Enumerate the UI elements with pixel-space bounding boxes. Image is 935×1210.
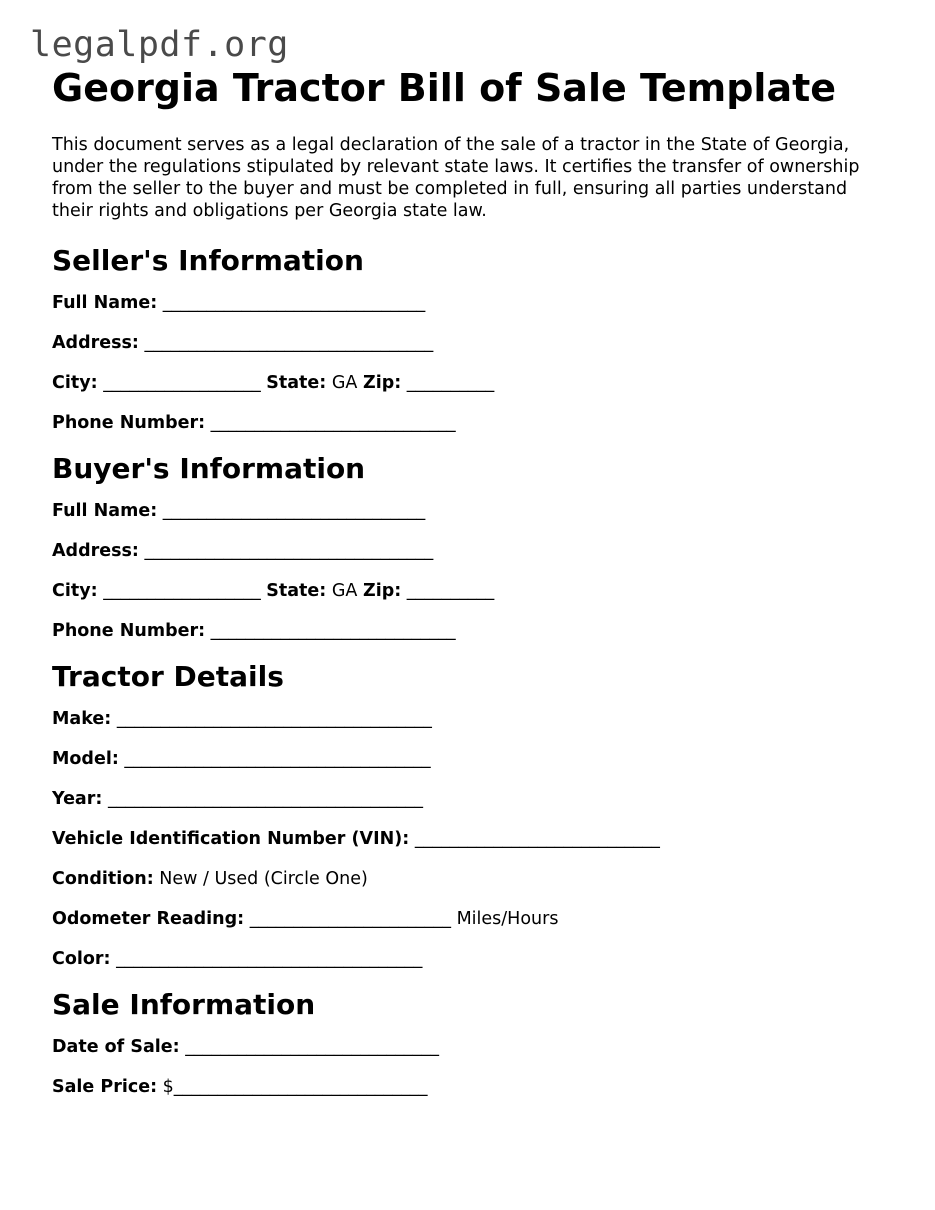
buyer-city-label: City: — [52, 581, 98, 601]
buyer-address-label: Address: — [52, 541, 139, 561]
buyer-state-label: State: — [266, 581, 327, 601]
tractor-year-field — [52, 788, 892, 810]
sale-price-label: Sale Price: — [52, 1077, 158, 1097]
seller-phone-field — [52, 412, 892, 434]
tractor-condition-label: Condition: — [52, 869, 154, 889]
buyer-phone-blank[interactable]: ____________________________ — [210, 621, 456, 641]
tractor-color-field — [52, 948, 892, 970]
seller-city-state-zip-field — [52, 372, 892, 394]
buyer-address-field — [52, 540, 892, 562]
seller-zip-label: Zip: — [363, 373, 402, 393]
buyer-phone-field — [52, 620, 892, 642]
sale-section — [52, 988, 892, 1098]
seller-address-blank[interactable]: _________________________________ — [144, 333, 434, 353]
sale-price-field — [52, 1076, 892, 1098]
intro-paragraph: This document serves as a legal declaration of the sale of a tractor in the State of Georgia, under the regulations stipulated by relevant state laws. It certifies the transfer of ownership from the seller to the buyer and must be completed in full, ensuring all parties understand their rights and obligations per Georgia state law. — [52, 135, 860, 221]
tractor-model-blank[interactable]: ___________________________________ — [124, 749, 431, 769]
tractor-color-label: Color: — [52, 949, 111, 969]
buyer-heading: Buyer's Information — [52, 452, 366, 485]
buyer-city-state-zip-field — [52, 580, 892, 602]
seller-city-label: City: — [52, 373, 98, 393]
tractor-condition-field — [52, 868, 892, 890]
page-title: Georgia Tractor Bill of Sale Template — [52, 66, 837, 110]
tractor-vin-field — [52, 828, 892, 850]
tractor-color-blank[interactable]: ___________________________________ — [116, 949, 423, 969]
tractor-odometer-blank[interactable]: _______________________ — [249, 909, 451, 929]
buyer-phone-label: Phone Number: — [52, 621, 206, 641]
seller-state-value: GA — [331, 373, 358, 393]
tractor-year-label: Year: — [52, 789, 103, 809]
tractor-section — [52, 660, 892, 970]
sale-price-blank[interactable]: _____________________________ — [173, 1077, 428, 1097]
tractor-odometer-unit: Miles/Hours — [456, 909, 559, 929]
tractor-make-field — [52, 708, 892, 730]
buyer-city-blank[interactable]: __________________ — [103, 581, 261, 601]
tractor-vin-blank[interactable]: ____________________________ — [414, 829, 660, 849]
seller-section — [52, 244, 892, 434]
tractor-odometer-field — [52, 908, 892, 930]
sale-date-label: Date of Sale: — [52, 1037, 180, 1057]
tractor-condition-value[interactable]: New / Used (Circle One) — [159, 869, 368, 889]
seller-full-name-blank[interactable]: ______________________________ — [162, 293, 426, 313]
tractor-model-label: Model: — [52, 749, 119, 769]
seller-heading: Seller's Information — [52, 244, 364, 277]
seller-state-label: State: — [266, 373, 327, 393]
seller-zip-blank[interactable]: __________ — [406, 373, 495, 393]
buyer-state-value: GA — [331, 581, 358, 601]
buyer-zip-blank[interactable]: __________ — [406, 581, 495, 601]
buyer-full-name-blank[interactable]: ______________________________ — [162, 501, 426, 521]
sale-heading: Sale Information — [52, 988, 316, 1021]
buyer-address-blank[interactable]: _________________________________ — [144, 541, 434, 561]
seller-city-blank[interactable]: __________________ — [103, 373, 261, 393]
sale-date-blank[interactable]: _____________________________ — [185, 1037, 439, 1057]
seller-address-label: Address: — [52, 333, 139, 353]
watermark-logo: legalpdf.org — [30, 25, 289, 65]
buyer-full-name-field — [52, 500, 892, 522]
sale-date-field — [52, 1036, 892, 1058]
seller-phone-label: Phone Number: — [52, 413, 206, 433]
tractor-year-blank[interactable]: ____________________________________ — [107, 789, 423, 809]
seller-full-name-field — [52, 292, 892, 314]
tractor-vin-label: Vehicle Identification Number (VIN): — [52, 829, 410, 849]
tractor-heading: Tractor Details — [52, 660, 284, 693]
tractor-make-label: Make: — [52, 709, 112, 729]
document-page — [52, 66, 892, 1116]
tractor-odometer-label: Odometer Reading: — [52, 909, 245, 929]
tractor-make-blank[interactable]: ____________________________________ — [116, 709, 432, 729]
seller-address-field — [52, 332, 892, 354]
tractor-model-field — [52, 748, 892, 770]
seller-full-name-label: Full Name: — [52, 293, 158, 313]
buyer-full-name-label: Full Name: — [52, 501, 158, 521]
buyer-section — [52, 452, 892, 642]
buyer-zip-label: Zip: — [363, 581, 402, 601]
seller-phone-blank[interactable]: ____________________________ — [210, 413, 456, 433]
sale-price-prefix: $ — [162, 1077, 174, 1097]
